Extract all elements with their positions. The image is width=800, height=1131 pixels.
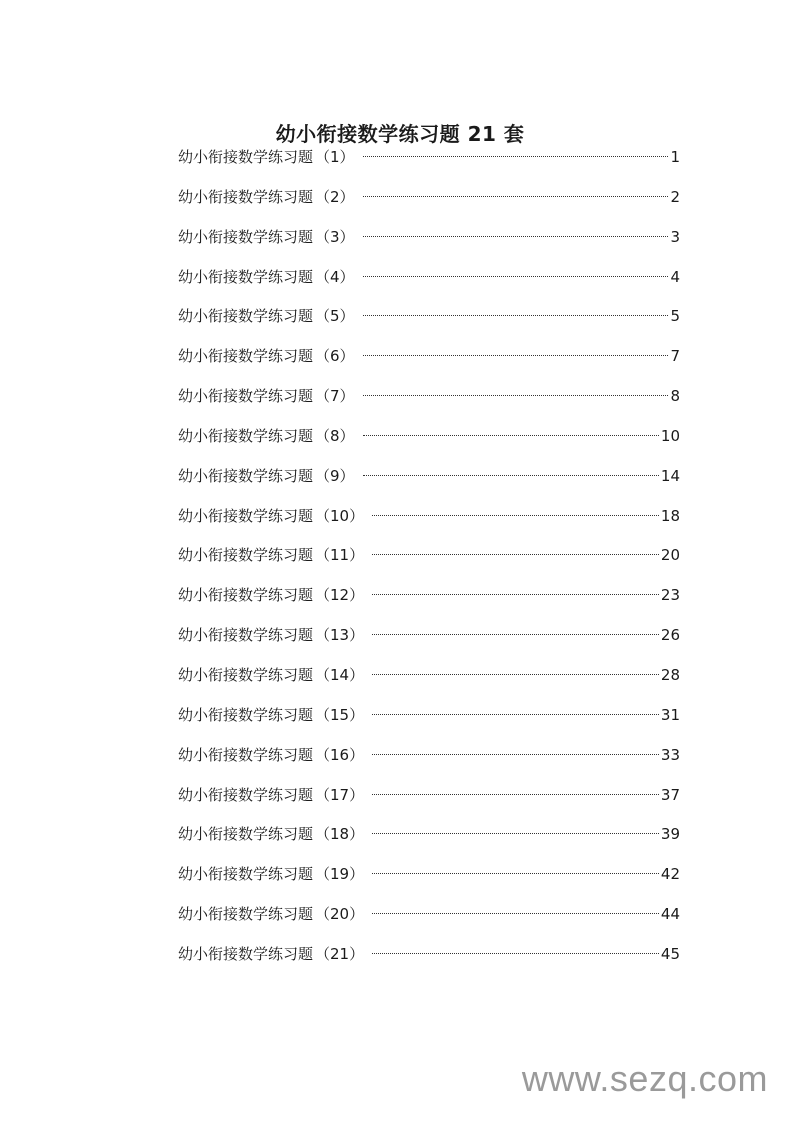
toc-entry-label: 幼小衔接数学练习题 [178,227,314,246]
toc-entry[interactable] [178,822,680,862]
dot-leader [372,913,659,914]
toc-entry-page: 10 [660,426,680,445]
toc-entry-label: 幼小衔接数学练习题 [178,626,314,645]
toc-entry-label: 幼小衔接数学练习题 [178,586,314,605]
toc-entry[interactable] [178,424,680,464]
dot-leader [363,475,659,476]
toc-entry[interactable] [178,185,680,225]
dot-leader [363,196,669,197]
toc-entry-label: 幼小衔接数学练习题 [178,148,314,166]
toc-entry-number: （8） [315,426,355,445]
toc-entry[interactable] [178,942,680,982]
toc-entry[interactable] [178,504,680,544]
toc-entry-number: （12） [315,586,365,605]
toc-entry-number: （10） [315,506,365,525]
dot-leader [363,355,669,356]
dot-leader [372,833,659,834]
dot-leader [372,714,659,715]
dot-leader [372,554,659,555]
toc-entry-label: 幼小衔接数学练习题 [178,307,314,326]
dot-leader [372,953,659,954]
toc-entry-number: （13） [315,626,365,645]
toc-entry-page: 23 [660,586,680,605]
dot-leader [372,754,659,755]
toc-entry-number: （15） [315,705,365,724]
dot-leader [372,794,659,795]
toc-entry-label: 幼小衔接数学练习题 [178,187,314,206]
toc-entry-page: 7 [670,347,680,366]
toc-entry-label: 幼小衔接数学练习题 [178,546,314,565]
toc-entry-number: （4） [315,267,355,286]
toc-entry-number: （20） [315,905,365,924]
toc-entry-page: 45 [660,944,680,963]
toc-entry-page: 5 [670,307,680,326]
toc-entry-page: 39 [660,825,680,844]
toc-entry-label: 幼小衔接数学练习题 [178,745,314,764]
toc-entry-label: 幼小衔接数学练习题 [178,506,314,525]
toc-entry[interactable] [178,145,680,185]
table-of-contents [178,145,680,982]
toc-entry[interactable] [178,703,680,743]
toc-entry[interactable] [178,743,680,783]
toc-entry-label: 幼小衔接数学练习题 [178,825,314,844]
toc-entry-page: 14 [660,466,680,485]
toc-entry-number: （18） [315,825,365,844]
page-title: 幼小衔接数学练习题 21 套 [275,122,525,147]
toc-entry-page: 4 [670,267,680,286]
dot-leader [372,594,659,595]
toc-entry-label: 幼小衔接数学练习题 [178,665,314,684]
toc-entry-number: （16） [315,745,365,764]
toc-entry-number: （9） [315,466,355,485]
toc-entry[interactable] [178,902,680,942]
toc-entry[interactable] [178,304,680,344]
toc-entry-label: 幼小衔接数学练习题 [178,905,314,924]
toc-entry[interactable] [178,862,680,902]
toc-entry-page: 42 [660,865,680,884]
toc-entry-label: 幼小衔接数学练习题 [178,705,314,724]
toc-entry-number: （21） [315,944,365,963]
toc-entry[interactable] [178,384,680,424]
dot-leader [372,634,659,635]
toc-entry-number: （5） [315,307,355,326]
dot-leader [363,156,669,157]
toc-entry-page: 1 [670,148,680,166]
toc-entry[interactable] [178,543,680,583]
toc-entry-page: 37 [660,785,680,804]
toc-entry-page: 18 [660,506,680,525]
toc-entry-number: （14） [315,665,365,684]
toc-entry-label: 幼小衔接数学练习题 [178,865,314,884]
toc-entry-label: 幼小衔接数学练习题 [178,347,314,366]
toc-entry[interactable] [178,663,680,703]
toc-entry-page: 3 [670,227,680,246]
toc-entry[interactable] [178,225,680,265]
toc-entry-label: 幼小衔接数学练习题 [178,387,314,406]
dot-leader [363,276,669,277]
toc-entry-page: 26 [660,626,680,645]
toc-entry-number: （2） [315,187,355,206]
dot-leader [363,395,669,396]
toc-entry-page: 20 [660,546,680,565]
dot-leader [363,435,659,436]
toc-entry-label: 幼小衔接数学练习题 [178,785,314,804]
toc-entry-label: 幼小衔接数学练习题 [178,267,314,286]
toc-entry-page: 2 [670,187,680,206]
toc-entry[interactable] [178,344,680,384]
toc-entry[interactable] [178,623,680,663]
toc-entry[interactable] [178,464,680,504]
toc-entry-page: 33 [660,745,680,764]
toc-entry-number: （6） [315,347,355,366]
dot-leader [363,315,669,316]
toc-entry-number: （19） [315,865,365,884]
toc-entry[interactable] [178,265,680,305]
dot-leader [372,674,659,675]
toc-entry-number: （1） [315,148,355,166]
toc-entry-label: 幼小衔接数学练习题 [178,426,314,445]
watermark-text: www.sezq.com [521,1058,768,1099]
toc-entry[interactable] [178,583,680,623]
dot-leader [372,873,659,874]
toc-entry-number: （3） [315,227,355,246]
toc-entry-page: 28 [660,665,680,684]
toc-entry[interactable] [178,783,680,823]
toc-entry-number: （17） [315,785,365,804]
toc-entry-label: 幼小衔接数学练习题 [178,944,314,963]
toc-entry-page: 31 [660,705,680,724]
dot-leader [363,236,669,237]
toc-entry-page: 8 [670,387,680,406]
dot-leader [372,515,659,516]
toc-entry-label: 幼小衔接数学练习题 [178,466,314,485]
toc-entry-number: （11） [315,546,365,565]
toc-entry-page: 44 [660,905,680,924]
toc-entry-number: （7） [315,387,355,406]
